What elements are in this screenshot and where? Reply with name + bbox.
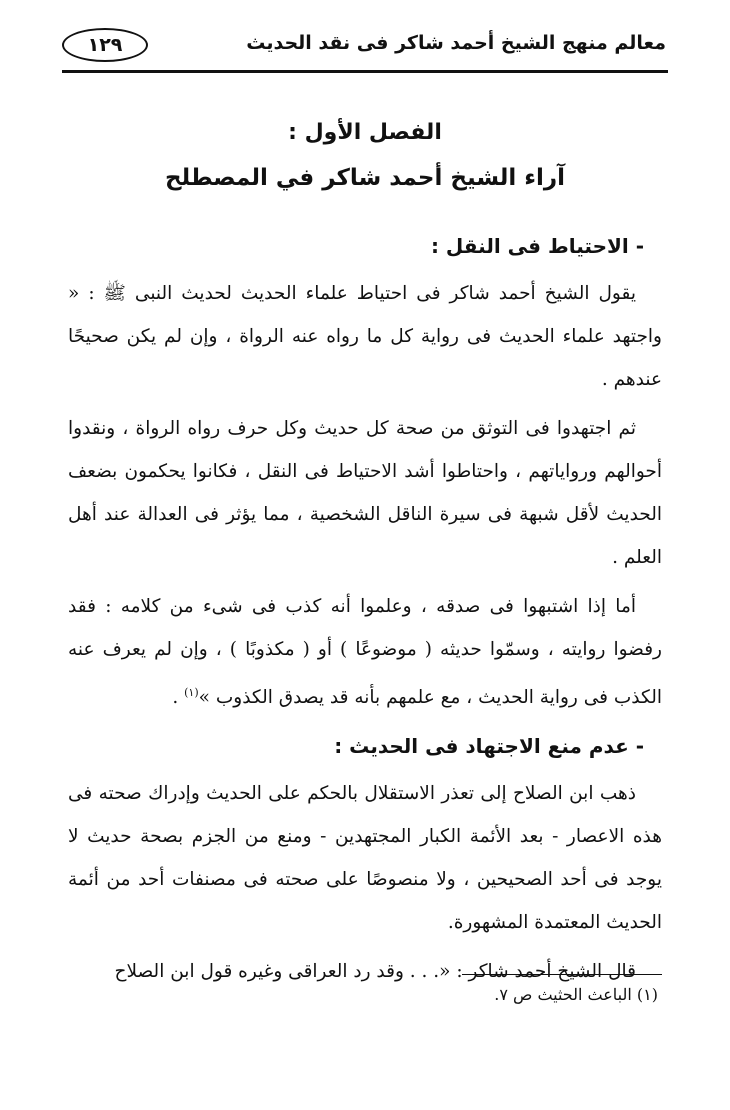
body-paragraph-text: أما إذا اشتبهوا فى صدقه ، وعلموا أنه كذب فى شىء من كلامه : فقد رفضوا روايته ، وسمّوا حديثه ( موضوعًا ) أو ( مكذوبًا ) ، وإن لم يعرف عنه الكذب فى رواية الحديث ، مع علمهم بأنه قد يصدق الكذوب » (68, 596, 662, 709)
chapter-title: آراء الشيخ أحمد شاكر في المصطلح (164, 165, 566, 191)
footnote-marker: (١) (184, 686, 199, 699)
chapter-label: الفصل الأول : (288, 120, 442, 145)
body-paragraph: يقول الشيخ أحمد شاكر فى احتياط علماء الحديث لحديث النبى ﷺ : « واجتهد علماء الحديث فى رواية كل ما رواه عنه الرواة ، وإن لم يكن صحيحًا عندهم . (68, 283, 662, 390)
body-paragraph (68, 585, 662, 719)
footnote: (١) الباعث الحثيث ص ٧. (494, 985, 658, 1004)
footnote-divider (462, 974, 662, 975)
body-paragraph: ذهب ابن الصلاح إلى تعذر الاستقلال بالحكم على الحديث وإدراك صحته فى هذه الاعصار - بعد الأئمة الكبار المجتهدين - ومنع من الجزم بصحة حديث لا يوجد فى أحد الصحيحين ، ولا منصوصًا على صحته فى مصنفات أحد من أئمة الحديث المعتمدة المشهورة. (68, 783, 662, 934)
paragraph-end: . (172, 687, 185, 709)
section-heading-caution-in-transmission: - الاحتياط فى النقل : (430, 234, 644, 258)
page-body (68, 225, 662, 999)
running-header (62, 28, 668, 78)
header-divider (62, 70, 668, 73)
page-number: ١٢٩ (62, 28, 148, 62)
body-paragraph: ثم اجتهدوا فى التوثق من صحة كل حديث وكل حرف رواه الرواة ، ونقدوا أحوالهم ورواياتهم ، واحتاطوا أشد الاحتياط فى النقل ، فكانوا يحكمون بضعف الحديث لأقل شبهة فى سيرة الناقل الشخصية ، مما يؤثر فى العدالة عند أهل العلم . (68, 418, 662, 568)
section-heading-no-ban-on-ijtihad: - عدم منع الاجتهاد فى الحديث : (334, 734, 644, 759)
running-header-title: معالم منهج الشيخ أحمد شاكر فى نقد الحديث (246, 32, 666, 54)
body-paragraph: قال الشيخ أحمد شاكر : «. . . وقد رد العراقى وغيره قول ابن الصلاح (114, 961, 636, 983)
